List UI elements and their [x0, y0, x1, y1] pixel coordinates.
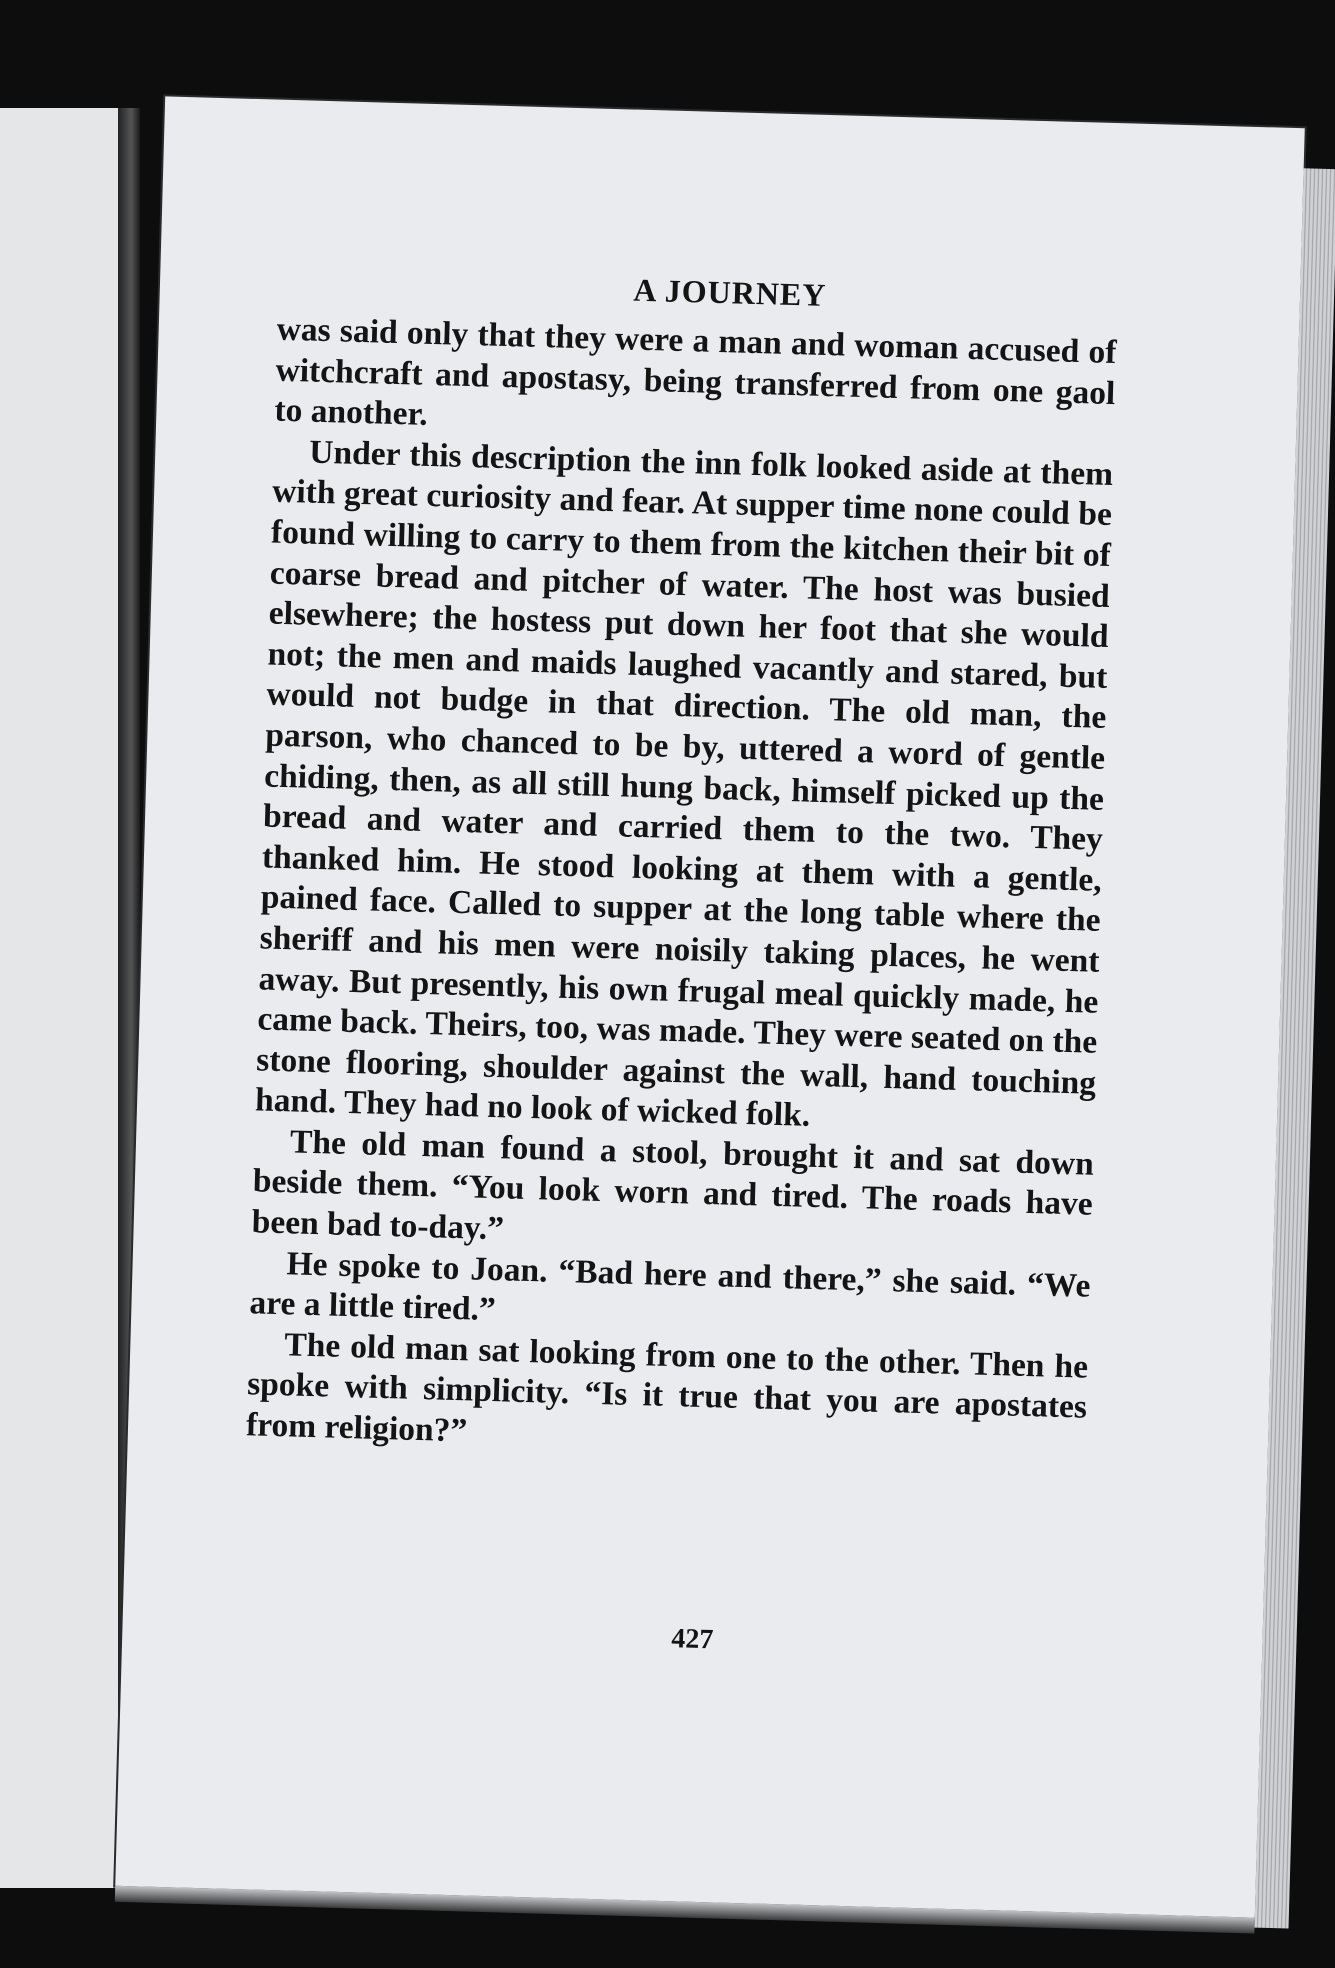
- running-head: A JOURNEY: [632, 271, 827, 313]
- page-edge: [1255, 168, 1335, 1928]
- paragraph: The old man sat looking from one to the other. Then he spoke with simplicity. “Is it true that you are apostates from religion?”: [245, 1326, 1089, 1450]
- book-page: [115, 96, 1305, 1917]
- paragraph: The old man found a stool, brought it and sat down beside them. “You look worn and tired. The roads have been bad to-day.”: [251, 1123, 1095, 1248]
- paragraph: Under this description the inn folk looked aside at them with great curiosity and fear. At supper time none could be found willing to carry to them from the kitchen their bit of coarse bread and pitcher of water. The host was busied elsewhere; the hostess put down her foot that she would not; the men and maids laughed vacantly and stared, but would not budge in that direction. The old man, the parson, who chanced to be by, uttered a word of gentle chiding, then, as all still hung back, himself picked up the bread and water and carried them to the two. They thanked him. He stood looking at them with a gentle, pained face. Called to supper at the long table where the sheriff and his men were noisily taking places, he went away. But presently, his own frugal meal quickly made, he came back. Theirs, too, was made. They were seated on the stone flooring, shoulder against the wall, hand touching hand. They had no look of wicked folk.: [254, 433, 1114, 1135]
- body-text: [246, 310, 1117, 1470]
- page-number: 427: [670, 1623, 714, 1656]
- paragraph: He spoke to Joan. “Bad here and there,” she said. “We are a little tired.”: [249, 1244, 1091, 1329]
- page-bottom-edge: [115, 1886, 1255, 1934]
- facing-page: [0, 108, 131, 1888]
- paragraph: was said only that they were a man and woman accused of witchcraft and apostasy, being transferred from one gaol to another.: [273, 310, 1117, 434]
